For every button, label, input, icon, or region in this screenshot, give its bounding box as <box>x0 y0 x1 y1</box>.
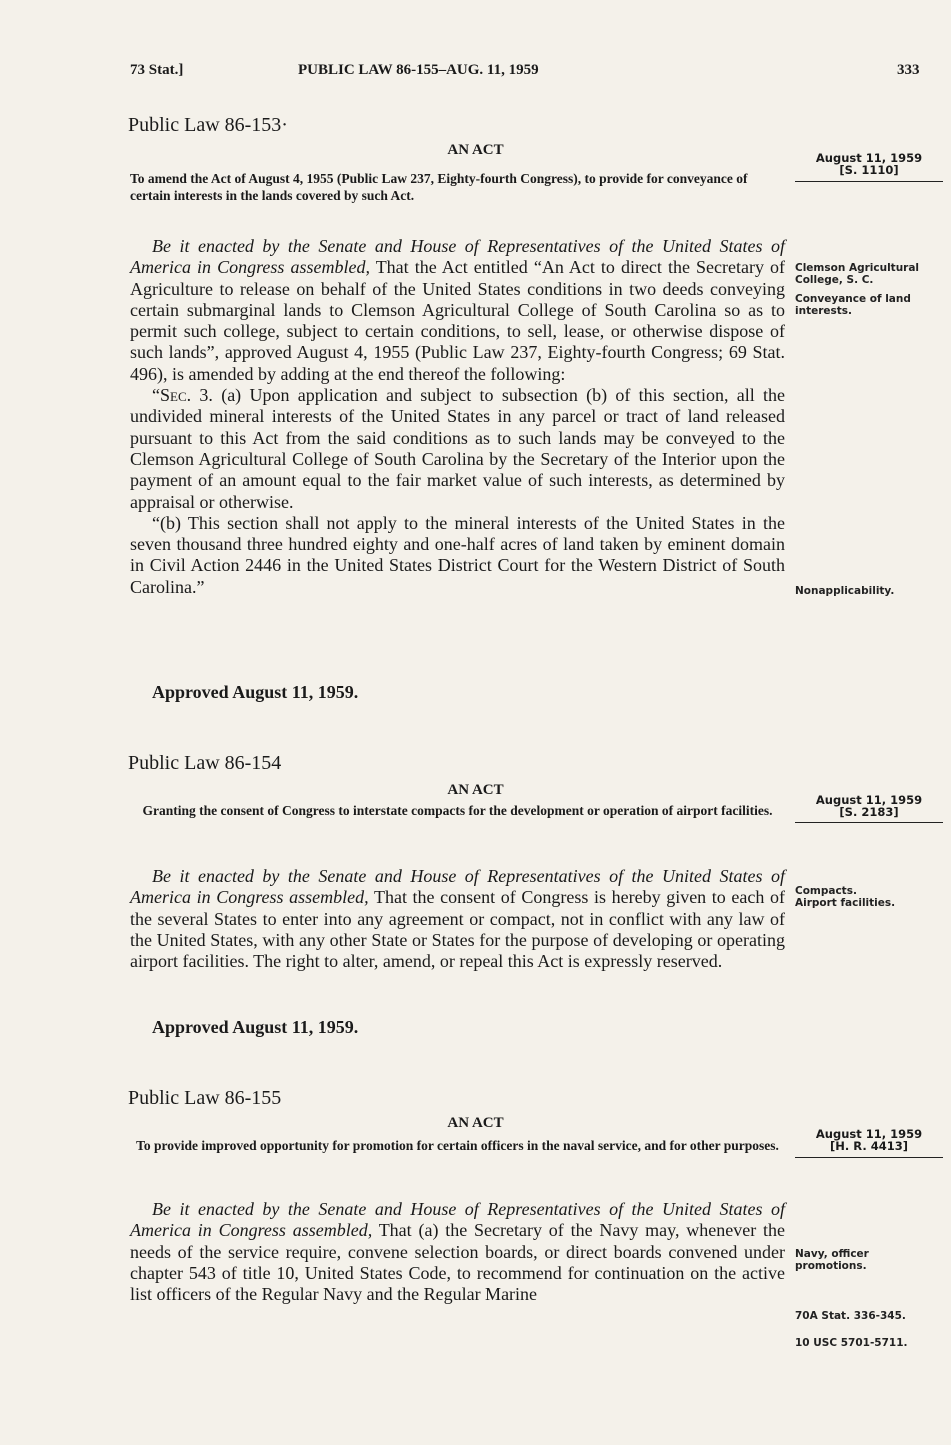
margin-note: Airport facilities. <box>795 897 896 909</box>
enacting-clause: Be it enacted by the Senate and House of Representatives of the United States of America in Congress assembled, <box>130 1199 785 1241</box>
bill-ref: [S. 2183] <box>839 805 899 819</box>
margin-note: Nonapplicability. <box>795 585 895 597</box>
date-ref: August 11, 1959 <box>815 793 923 807</box>
margin-rule <box>795 822 943 823</box>
law-purpose: To provide improved opportunity for promotion for certain officers in the naval service, and for other purposes. <box>136 1138 779 1153</box>
date-ref: August 11, 1959 <box>815 1127 923 1141</box>
an-act-heading: AN ACT <box>447 142 504 158</box>
law-purpose: To amend the Act of August 4, 1955 (Public Law 237, Eighty-fourth Congress), to provide for conveyance of certain interests in the lands covered by such Act. <box>130 171 748 203</box>
approved-date: Approved August 11, 1959. <box>152 1017 359 1037</box>
volume-ref: 73 Stat.] <box>130 62 184 78</box>
body-paragraph: That the Act entitled “An Act to direct the Secretary of Agriculture to release on behalf of the United States conditions in two deeds conveying certain submarginal lands to Clemson Agricultural College of South Carolina so as to permit such college, subject to certain conditions, to sell, lease, or otherwise dispose of such lands”, approved August 4, 1955 (Public Law 237, Eighty-fourth Congress; 69 Stat. 496), is amended by adding at the end thereof the following: <box>130 257 786 384</box>
approved-date: Approved August 11, 1959. <box>152 682 359 702</box>
body-paragraph: (a) Upon application and subject to subsection (b) of this section, all the undivided mineral interests of the United States in any parcel or tract of land released pursuant to this Act from the said conditions as to such lands may be conveyed to the Clemson Agricultural College of South Carolina by the Secretary of the Interior upon the payment of an amount equal to the fair market value of such interests, as determined by appraisal or otherwise. <box>130 385 786 512</box>
margin-note: Navy, officer promotions. <box>795 1248 869 1272</box>
an-act-heading: AN ACT <box>447 782 504 798</box>
body-paragraph: That the consent of Congress is hereby given to each of the several States to enter into any agreement or compact, not in conflict with any law of the United States, with any other State or States for the purpose of developing or operating airport facilities. The right to alter, amend, or repeal this Act is expressly reserved. <box>130 887 785 972</box>
enacting-clause: Be it enacted by the Senate and House of Representatives of the United States of America in Congress assembled, <box>130 866 785 908</box>
margin-note: 70A Stat. 336-345. <box>795 1310 906 1322</box>
margin-note: Conveyance of land interests. <box>795 293 911 317</box>
running-title: PUBLIC LAW 86-155–AUG. 11, 1959 <box>298 62 539 78</box>
law-purpose: Granting the consent of Congress to interstate compacts for the development or operation of airport facilities. <box>142 803 773 818</box>
enacting-clause: Be it enacted by the Senate and House of Representatives of the United States of America in Congress assembled, <box>130 236 785 278</box>
date-ref: August 11, 1959 <box>815 151 923 165</box>
margin-rule <box>795 181 943 182</box>
law-title-86-153: Public Law 86-153· <box>128 114 288 136</box>
margin-note: 10 USC 5701-5711. <box>795 1337 908 1349</box>
law-title-86-155: Public Law 86-155 <box>128 1087 282 1109</box>
body-paragraph: “(b) This section shall not apply to the mineral interests of the United States in the seven thousand three hundred eighty and one-half acres of land taken by eminent domain in Civil Action 2446 in the United States District Court for the Western District of South Carolina.” <box>130 512 785 597</box>
margin-rule <box>795 1157 943 1158</box>
bill-ref: [S. 1110] <box>839 163 899 177</box>
page-number: 333 <box>897 62 920 78</box>
law-title-86-154: Public Law 86-154 <box>128 752 282 774</box>
body-paragraph: That (a) the Secretary of the Navy may, whenever the needs of the service require, convene selection boards, or direct boards convened under chapter 543 of title 10, United States Code, to recommend for continuation on the active list officers of the Regular Navy and the Regular Marine <box>130 1220 786 1305</box>
margin-note: Clemson Agricultural College, S. C. <box>795 262 920 286</box>
bill-ref: [H. R. 4413] <box>830 1139 908 1153</box>
section-label: “Sec. 3. <box>152 385 213 406</box>
margin-note: Compacts. <box>795 885 857 897</box>
law-body-86-153 <box>130 236 785 598</box>
an-act-heading: AN ACT <box>447 1115 504 1131</box>
law-body-86-155 <box>130 1199 785 1305</box>
law-body-86-154 <box>130 866 785 972</box>
